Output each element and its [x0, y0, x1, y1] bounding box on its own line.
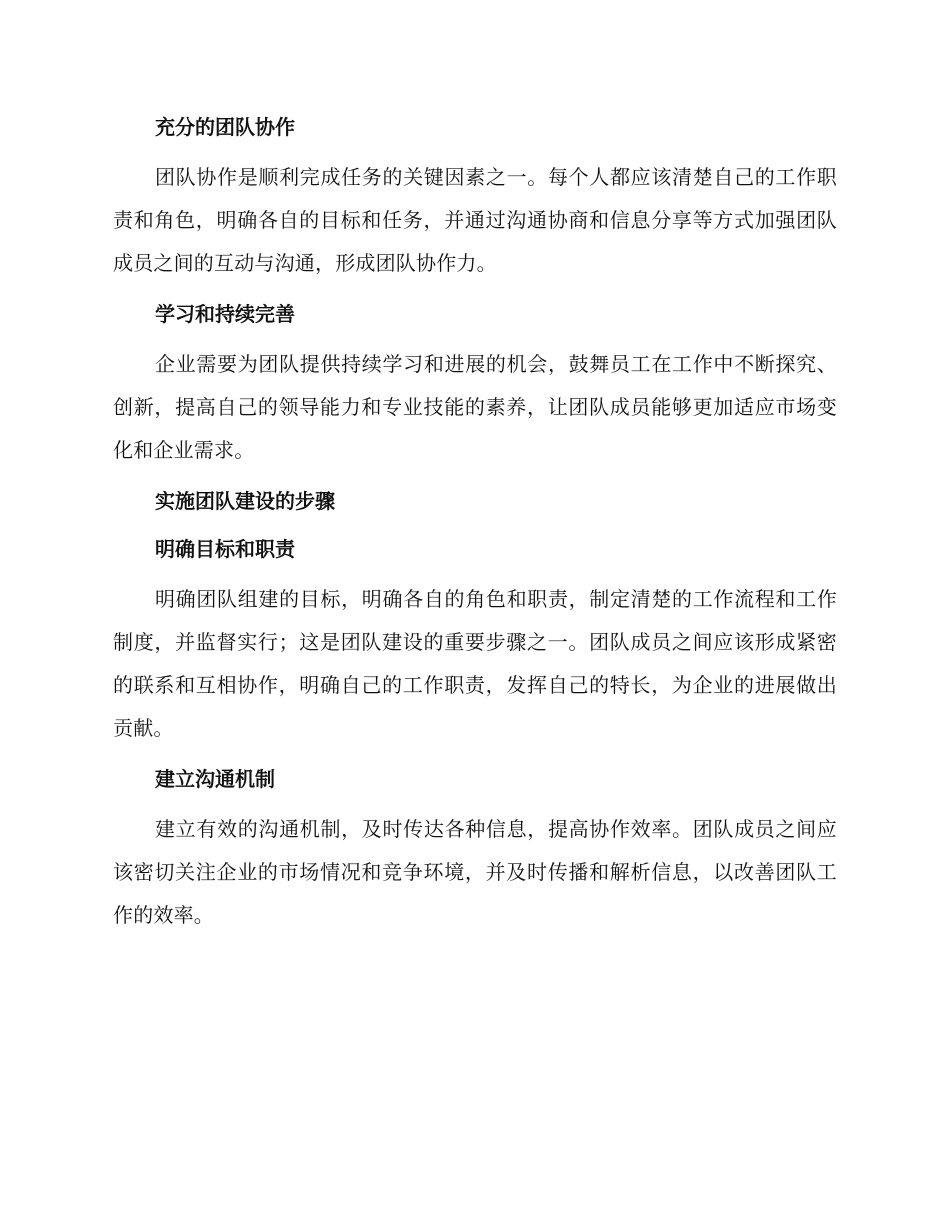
section-paragraph-communication-mechanism: 建立有效的沟通机制，及时传达各种信息，提高协作效率。团队成员之间应该密切关注企业的市场情况和竞争环境，并及时传播和解析信息，以改善团队工作的效率。 [113, 817, 837, 927]
section-paragraph-continuous-learning: 企业需要为团队提供持续学习和进展的机会，鼓舞员工在工作中不断探究、创新，提高自己的领导能力和专业技能的素养，让团队成员能够更加适应市场变化和企业需求。 [113, 352, 837, 462]
section-heading-continuous-learning: 学习和持续完善 [155, 302, 295, 326]
section-heading-implementation-steps: 实施团队建设的步骤 [155, 489, 335, 513]
section-heading-goals-responsibilities: 明确目标和职责 [155, 537, 295, 561]
section-paragraph-team-collaboration: 团队协作是顺利完成任务的关键因素之一。每个人都应该清楚自己的工作职责和角色，明确各自的目标和任务，并通过沟通协商和信息分享等方式加强团队成员之间的互动与沟通，形成团队协作力。 [113, 165, 837, 275]
document-body [113, 108, 837, 947]
section-paragraph-goals-responsibilities: 明确团队组建的目标，明确各自的角色和职责，制定清楚的工作流程和工作制度，并监督实行；这是团队建设的重要步骤之一。团队成员之间应该形成紧密的联系和互相协作，明确自己的工作职责，发挥自己的特长，为企业的进展做出贡献。 [113, 587, 837, 740]
section-heading-team-collaboration: 充分的团队协作 [155, 115, 295, 139]
section-heading-communication-mechanism: 建立沟通机制 [155, 767, 275, 791]
